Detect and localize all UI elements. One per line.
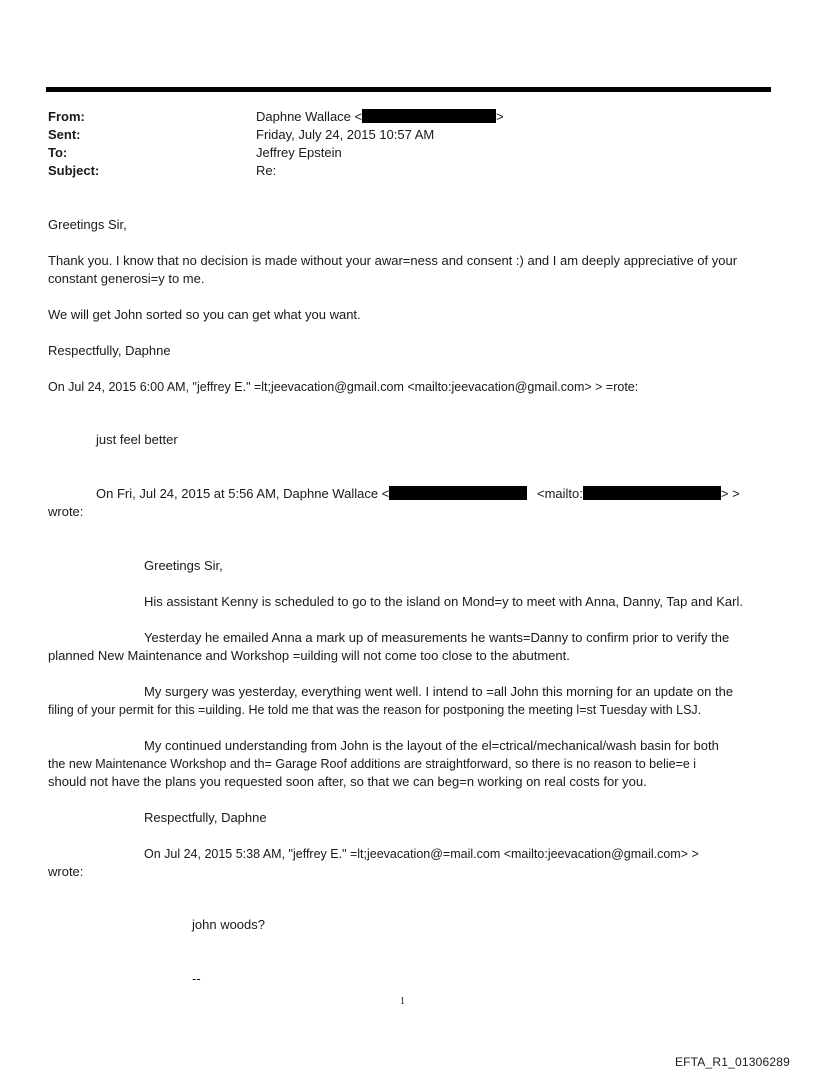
quote2-greeting: Greetings Sir,: [144, 558, 223, 573]
quote2-para4-line2: the new Maintenance Workshop and th= Garage Roof additions are straightforward, so there is no reason to belie=e i: [48, 757, 697, 771]
to-value: Jeffrey Epstein: [256, 145, 342, 160]
from-close: >: [496, 109, 504, 124]
page-number: 1: [400, 996, 405, 1007]
greeting: Greetings Sir,: [48, 217, 127, 232]
quote2-para4-line3: should not have the plans you requested soon after, so that we can beg=n working on real costs for you.: [48, 774, 647, 789]
para1-line2: constant generosi=y to me.: [48, 271, 205, 286]
quote2-para4-line1: My continued understanding from John is the layout of the el=ctrical/mechanical/wash basin for both: [144, 738, 719, 753]
quote2-para1: His assistant Kenny is scheduled to go to the island on Mond=y to meet with Anna, Danny, Tap and Karl.: [144, 594, 743, 609]
quote2-para3-line2: filing of your permit for this =uilding. He told me that was the reason for postponing the meeting l=st Tuesday with LSJ.: [48, 703, 702, 717]
quote2-mailto: [537, 485, 740, 503]
quote3-header: On Jul 24, 2015 5:38 AM, "jeffrey E." =lt;jeevacation@=mail.com <mailto:jeevacation@gmail.com> >: [144, 847, 699, 861]
quote2-mailto-label: <mailto:: [537, 486, 583, 501]
sent-value: Friday, July 24, 2015 10:57 AM: [256, 127, 435, 142]
to-label: To:: [48, 145, 68, 160]
quote2-wrote: wrote:: [48, 504, 84, 519]
quote2-header-start: On Fri, Jul 24, 2015 at 5:56 AM, Daphne Wallace <: [96, 486, 390, 501]
document-id: EFTA_R1_01306289: [674, 1055, 790, 1069]
quote1-body: just feel better: [96, 432, 178, 447]
redaction-block: [583, 486, 721, 500]
quote2-para2-line1: Yesterday he emailed Anna a mark up of measurements he wants=Danny to confirm prior to verify the: [144, 630, 730, 645]
para2: We will get John sorted so you can get what you want.: [48, 307, 361, 322]
quote2-para2-line2: planned New Maintenance and Workshop =uilding will not come too close to the abutment.: [48, 648, 570, 663]
from-name: Daphne Wallace <: [256, 109, 363, 124]
quote2-header-end: > >: [720, 486, 740, 501]
from-label: From:: [48, 109, 85, 124]
quote3-signature-marker: --: [192, 971, 201, 986]
quote1-header: On Jul 24, 2015 6:00 AM, "jeffrey E." =lt;jeevacation@gmail.com <mailto:jeevacation@gmail.com> > =rote:: [48, 380, 639, 394]
quote2-para3-line1: My surgery was yesterday, everything went well. I intend to =all John this morning for an update on the: [144, 684, 734, 699]
subject-value: Re:: [256, 163, 277, 178]
quote3-wrote: wrote:: [48, 864, 84, 879]
signature: Respectfully, Daphne: [48, 343, 171, 358]
redaction-block: [389, 486, 527, 500]
sent-label: Sent:: [48, 127, 81, 142]
header-rule: [46, 87, 771, 92]
redaction-block: [362, 109, 496, 123]
quote2-header: [96, 485, 527, 503]
para1-line1: Thank you. I know that no decision is made without your awar=ness and consent :) and I am deeply appreciative of your: [48, 253, 738, 268]
subject-label: Subject:: [48, 163, 100, 178]
quote3-body: john woods?: [192, 917, 265, 932]
from-value: [256, 108, 504, 126]
quote2-signature: Respectfully, Daphne: [144, 810, 267, 825]
